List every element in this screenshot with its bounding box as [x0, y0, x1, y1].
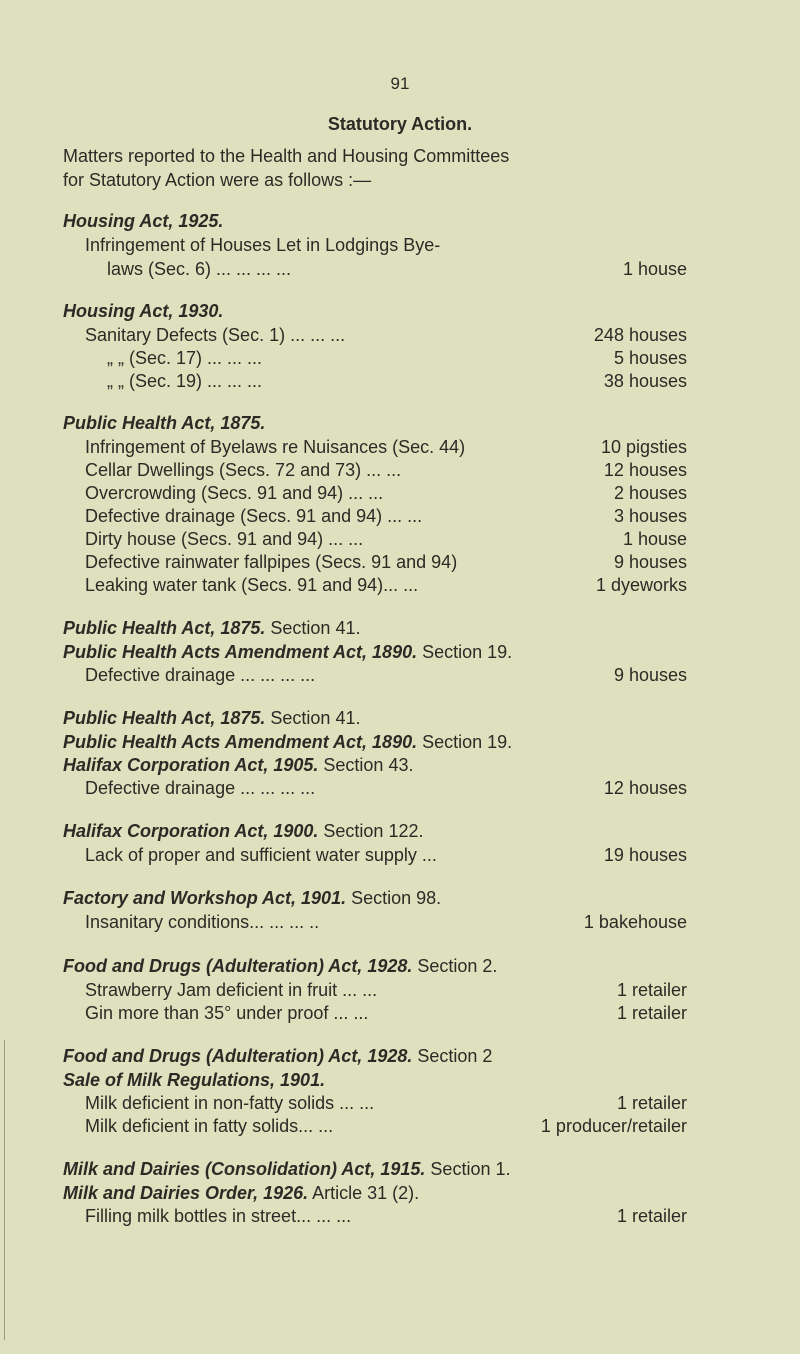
row-label: „ „ (Sec. 19) ... ... ...	[107, 371, 263, 391]
row-label: Sanitary Defects (Sec. 1) ... ... ...	[85, 325, 346, 345]
row-label: Infringement of Houses Let in Lodgings Bye-	[85, 235, 441, 255]
act-heading: Housing Act, 1925.	[63, 211, 224, 231]
row-value: 19 houses	[603, 845, 687, 865]
act-heading: Halifax Corporation Act, 1900. Section 122.	[63, 821, 424, 841]
row-value: 12 houses	[603, 460, 687, 480]
table-row	[85, 348, 687, 370]
row-value: 1 house	[622, 259, 687, 279]
table-row	[85, 575, 687, 597]
row-value: 1 retailer	[616, 1206, 687, 1226]
act-heading: Food and Drugs (Adulteration) Act, 1928. Section 2	[63, 1046, 493, 1066]
row-label: „ „ (Sec. 17) ... ... ...	[107, 348, 263, 368]
row-label: Leaking water tank (Secs. 91 and 94)... ...	[85, 575, 419, 595]
table-row	[85, 506, 687, 528]
row-label: Defective drainage ... ... ... ...	[85, 665, 316, 685]
table-row	[85, 325, 687, 347]
row-value: 2 houses	[613, 483, 687, 503]
act-heading: Public Health Act, 1875. Section 41.	[63, 618, 361, 638]
row-label: Defective rainwater fallpipes (Secs. 91 and 94)	[85, 552, 458, 572]
row-label: Cellar Dwellings (Secs. 72 and 73) ... ...	[85, 460, 402, 480]
table-row	[85, 845, 687, 867]
table-row	[85, 912, 687, 934]
row-value: 1 bakehouse	[583, 912, 687, 932]
table-row	[85, 1116, 687, 1138]
row-label: Defective drainage ... ... ... ...	[85, 778, 316, 798]
row-value: 1 retailer	[616, 980, 687, 1000]
act-heading: Milk and Dairies (Consolidation) Act, 1915. Section 1.	[63, 1159, 511, 1179]
row-value: 1 retailer	[616, 1093, 687, 1113]
table-row	[85, 483, 687, 505]
row-value: 9 houses	[613, 665, 687, 685]
row-label: Filling milk bottles in street... ... ...	[85, 1206, 352, 1226]
table-row	[85, 552, 687, 574]
row-label: Overcrowding (Secs. 91 and 94) ... ...	[85, 483, 384, 503]
intro-line: for Statutory Action were as follows :—	[63, 170, 372, 190]
act-heading: Halifax Corporation Act, 1905. Section 43.	[63, 755, 414, 775]
row-value: 248 houses	[593, 325, 687, 345]
row-label: Dirty house (Secs. 91 and 94) ... ...	[85, 529, 364, 549]
table-row	[85, 1093, 687, 1115]
table-row	[85, 980, 687, 1002]
table-row	[85, 371, 687, 393]
row-label: Strawberry Jam deficient in fruit ... ...	[85, 980, 378, 1000]
act-heading: Milk and Dairies Order, 1926. Article 31 (2).	[63, 1183, 420, 1203]
row-label: Milk deficient in fatty solids... ...	[85, 1116, 334, 1136]
row-value: 38 houses	[603, 371, 687, 391]
row-label: Defective drainage (Secs. 91 and 94) ... ...	[85, 506, 423, 526]
act-heading: Factory and Workshop Act, 1901. Section 98.	[63, 888, 442, 908]
row-value: 9 houses	[613, 552, 687, 572]
row-value: 1 retailer	[616, 1003, 687, 1023]
act-heading: Public Health Acts Amendment Act, 1890. Section 19.	[63, 642, 513, 662]
page-title: Statutory Action.	[327, 114, 473, 134]
row-label: Insanitary conditions... ... ... ..	[85, 912, 320, 932]
row-label: laws (Sec. 6) ... ... ... ...	[107, 259, 292, 279]
table-row	[85, 665, 687, 687]
act-heading: Public Health Act, 1875. Section 41.	[63, 708, 361, 728]
row-label: Lack of proper and sufficient water supply ...	[85, 845, 437, 865]
row-label: Milk deficient in non-fatty solids ... ...	[85, 1093, 375, 1113]
row-value: 10 pigsties	[600, 437, 687, 457]
row-value: 1 dyeworks	[595, 575, 687, 595]
table-row	[85, 259, 687, 281]
table-row	[85, 235, 687, 257]
page-edge-line	[4, 1040, 5, 1340]
page-number: 91	[390, 74, 410, 93]
row-label: Gin more than 35° under proof ... ...	[85, 1003, 369, 1023]
row-value: 5 houses	[613, 348, 687, 368]
table-row	[85, 437, 687, 459]
act-heading: Food and Drugs (Adulteration) Act, 1928. Section 2.	[63, 956, 498, 976]
row-value: 1 producer/retailer	[540, 1116, 687, 1136]
row-value: 3 houses	[613, 506, 687, 526]
table-row	[85, 778, 687, 800]
act-heading: Public Health Acts Amendment Act, 1890. Section 19.	[63, 732, 513, 752]
table-row	[85, 1206, 687, 1228]
act-heading: Public Health Act, 1875.	[63, 413, 266, 433]
table-row	[85, 529, 687, 551]
act-heading: Housing Act, 1930.	[63, 301, 224, 321]
table-row	[85, 1003, 687, 1025]
row-value: 1 house	[622, 529, 687, 549]
row-value: 12 houses	[603, 778, 687, 798]
act-heading: Sale of Milk Regulations, 1901.	[63, 1070, 326, 1090]
intro-line: Matters reported to the Health and Housing Committees	[63, 146, 510, 166]
table-row	[85, 460, 687, 482]
row-label: Infringement of Byelaws re Nuisances (Sec. 44)	[85, 437, 466, 457]
